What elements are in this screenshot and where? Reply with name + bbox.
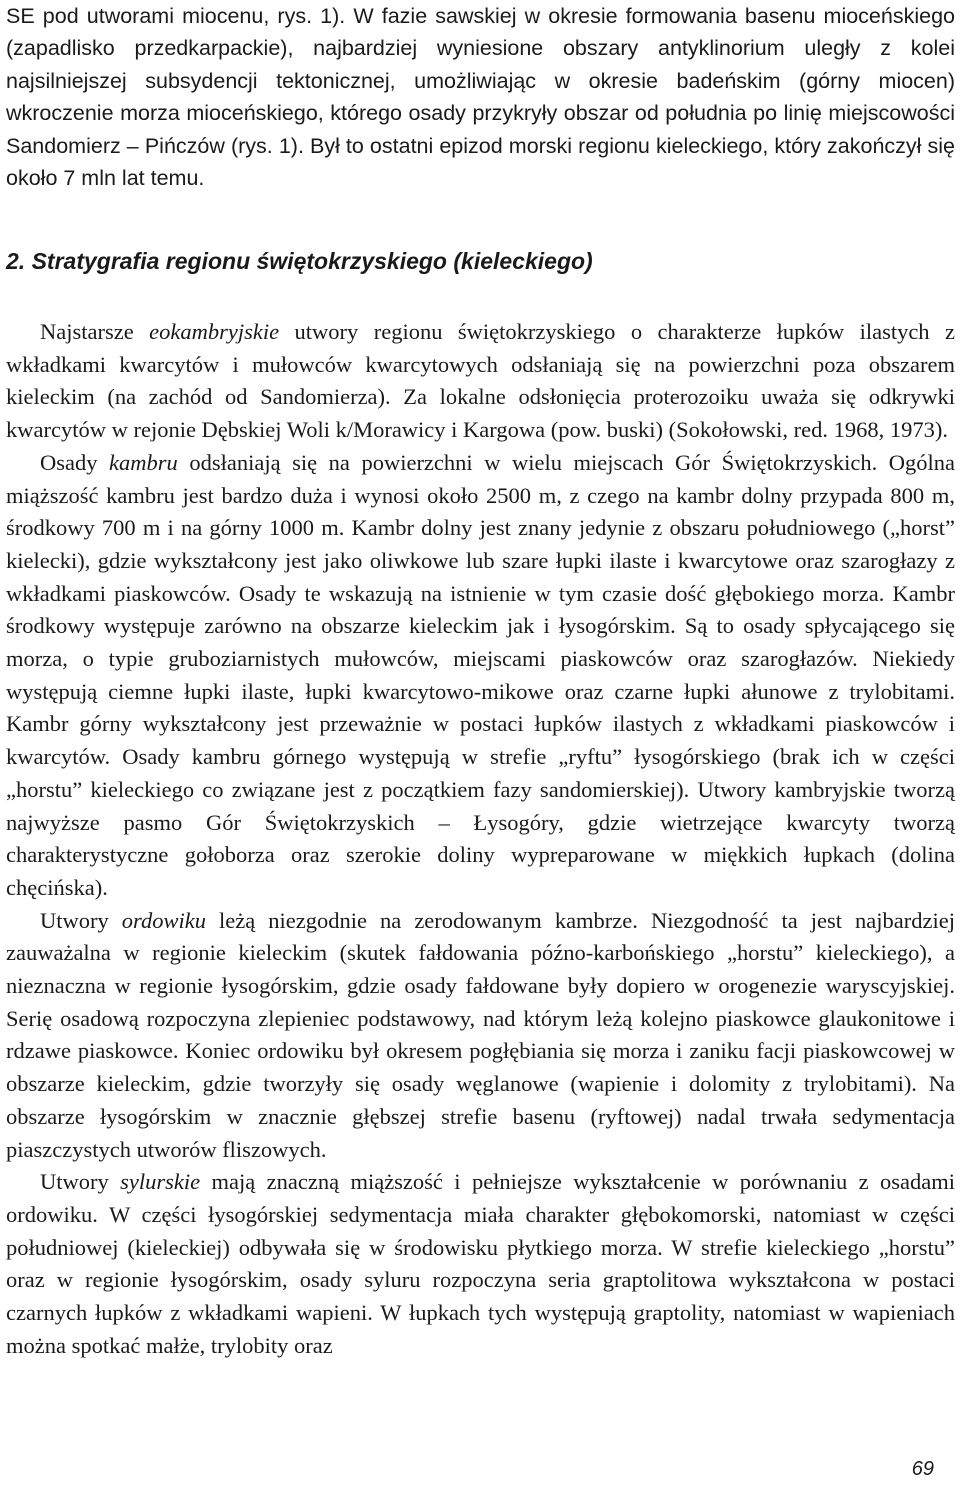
paragraph-ordovician: Utwory ordowiku leżą niezgodnie na zerodowanym kambrze. Niezgodność ta jest najbardziej zauważalna w regionie kieleckim (skutek fałdowania późno-karbońskiego „horstu” kieleckiego), a nieznaczna w regionie łysogórskim, gdzie osady fałdowane były dopiero w orogenezie waryscyjskiej. Serię osadową rozpoczyna zlepieniec podstawowy, nad którym leżą kolejno piaskowce glaukonitowe i rdzawe piaskowce. Koniec ordowiku był okresem pogłębiania się morza i zaniku facji piaskowcowej w obszarze kieleckim, gdzie tworzyły się osady węglanowe (wapienie i dolomity z trylobitami). Na obszarze łysogórskim w znacznie głębszej strefie basenu (ryftowej) nadal trwała sedymentacja piaszczystych utworów fliszowych. [6, 907, 955, 1162]
body-text [6, 316, 955, 1363]
paragraph-eocambrian: Najstarsze eokambryjskie utwory regionu świętokrzyskiego o charakterze łupków ilastych z wkładkami kwarcytów i mułowców kwarcytowych odsłaniają się na powierzchni poza obszarem kieleckim (na zachód od Sandomierza). Za lokalne odsłonięcia proterozoiku uważa się odkrywki kwarcytów w rejonie Dębskiej Woli k/Morawicy i Kargowa (pow. buski) (Sokołowski, red. 1968, 1973). [6, 319, 955, 443]
italic-term: kambru [109, 449, 178, 475]
paragraph-silurian: Utwory sylurskie mają znaczną miąższość i pełniejsze wykształcenie w porównaniu z osadami ordowiku. W części łysogórskiej sedymentacja miała charakter głębokomorski, natomiast w części południowej (kieleckiej) odbywała się w środowisku płytkiego morza. W strefie kieleckiego „horstu” oraz w regionie łysogórskim, osady syluru rozpoczyna seria graptolitowa wykształcona w postaci czarnych łupków z wkładkami wapieni. W łupkach tych występują graptolity, natomiast w wapieniach można spotkać małże, trylobity oraz [6, 1169, 955, 1358]
italic-term: eokambryjskie [149, 319, 280, 344]
page-number: 69 [911, 1458, 934, 1480]
paragraph-cambrian: Osady kambru odsłaniają się na powierzchni w wielu miejscach Gór Świętokrzyskich. Ogólna miąższość kambru jest bardzo duża i wynosi około 2500 m, z czego na kambr dolny przypada 800 m, środkowy 700 m i na górny 1000 m. Kambr dolny jest znany jedynie z obszaru południowego („horst” kielecki), gdzie wykształcony jest jako oliwkowe lub szare łupki ilaste i kwarcytowe oraz szarogłazy z wkładkami piaskowców. Osady te wskazują na istnienie w tym czasie dość głębokiego morza. Kambr środkowy występuje zarówno na obszarze kieleckim jak i łysogórskim. Są to osady spłycającego się morza, o typie gruboziarnistych mułowców, miejscami piaskowców oraz szarogłazów. Niekiedy występują ciemne łupki ilaste, łupki kwarcytowo-mikowe oraz czarne łupki ałunowe z trylobitami. Kambr górny wykształcony jest przeważnie w postaci łupków ilastych z wkładkami piaskowców i kwarcytów. Osady kambru górnego występują w strefie „ryftu” łysogórskiego (brak ich w części „horstu” kieleckiego co związane jest z początkiem fazy sandomierskiej). Utwory kambryjskie tworzą najwyższe pasmo Gór Świętokrzyskich – Łysogóry, gdzie wietrzejące kwarcyty tworzą charakterystyczne gołoborza oraz szerokie doliny wypreparowane w miękkich łupkach (dolina chęcińska). [6, 449, 955, 900]
italic-term: ordowiku [121, 907, 206, 933]
section-heading: 2. Stratygrafia regionu świętokrzyskiego (kieleckiego) [6, 248, 593, 274]
italic-term: sylurskie [120, 1169, 201, 1195]
intro-paragraph: SE pod utworami miocenu, rys. 1). W fazie sawskiej w okresie formowania basenu mioceńskiego (zapadlisko przedkarpackie), najbardziej wyniesione obszary antyklinorium uległy z kolei najsilniejszej subsydencji tektonicznej, umożliwiając w okresie badeńskim (górny miocen) wkroczenie morza mioceńskiego, którego osady przykryły obszar od południa po linię miejscowości Sandomierz – Pińczów (rys. 1). Był to ostatni epizod morski regionu kieleckiego, który zakończył się około 7 mln lat temu. [6, 4, 955, 191]
